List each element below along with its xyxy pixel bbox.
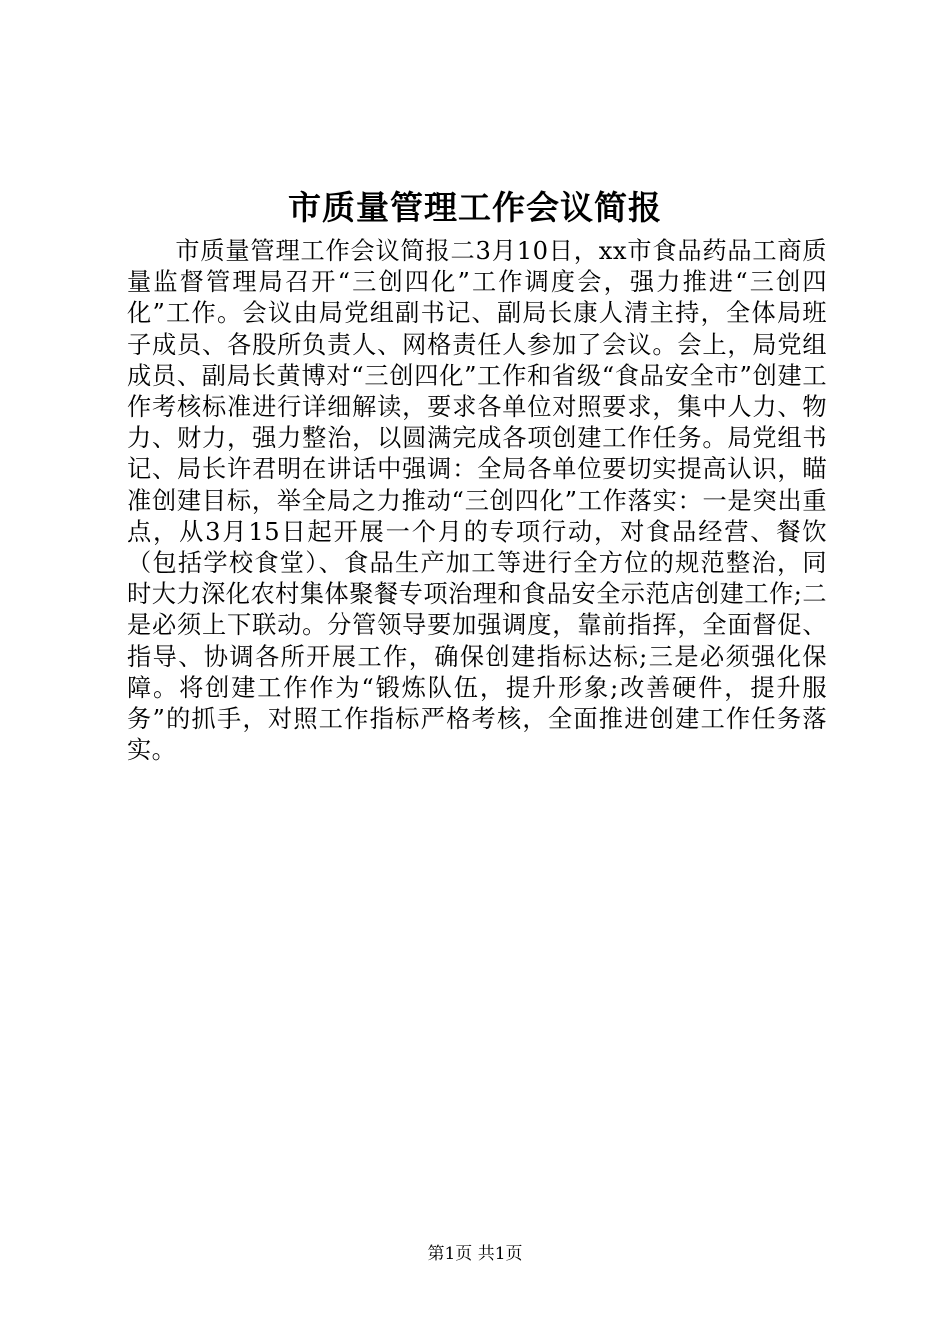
document-body: 市质量管理工作会议简报二3月10日，xx市食品药品工商质量监督管理局召开“三创四化”工作调度会，强力推进“三创四化”工作。会议由局党组副书记、副局长康人清主持，全体局班子成员、各股所负责人、网格责任人参加了会议。会上，局党组成员、副局长黄博对“三创四化”工作和省级“食品安全市”创建工作考核标准进行详细解读，要求各单位对照要求，集中人力、物力、财力，强力整治，以圆满完成各项创建工作任务。局党组书记、局长许君明在讲话中强调：全局各单位要切实提高认识，瞄准创建目标，举全局之力推动“三创四化”工作落实：一是突出重点，从3月15日起开展一个月的专项行动，对食品经营、餐饮（包括学校食堂）、食品生产加工等进行全方位的规范整治，同时大力深化农村集体聚餐专项治理和食品安全示范店创建工作;二是必须上下联动。分管领导要加强调度，靠前指挥，全面督促、指导、协调各所开展工作，确保创建指标达标;三是必须强化保障。将创建工作作为“锻炼队伍，提升形象;改善硬件，提升服务”的抓手，对照工作指标严格考核，全面推进创建工作任务落实。 xyxy=(127,237,827,765)
page-footer: 第1页 共1页 xyxy=(427,1244,523,1264)
document-title: 市质量管理工作会议简报 xyxy=(288,188,662,227)
